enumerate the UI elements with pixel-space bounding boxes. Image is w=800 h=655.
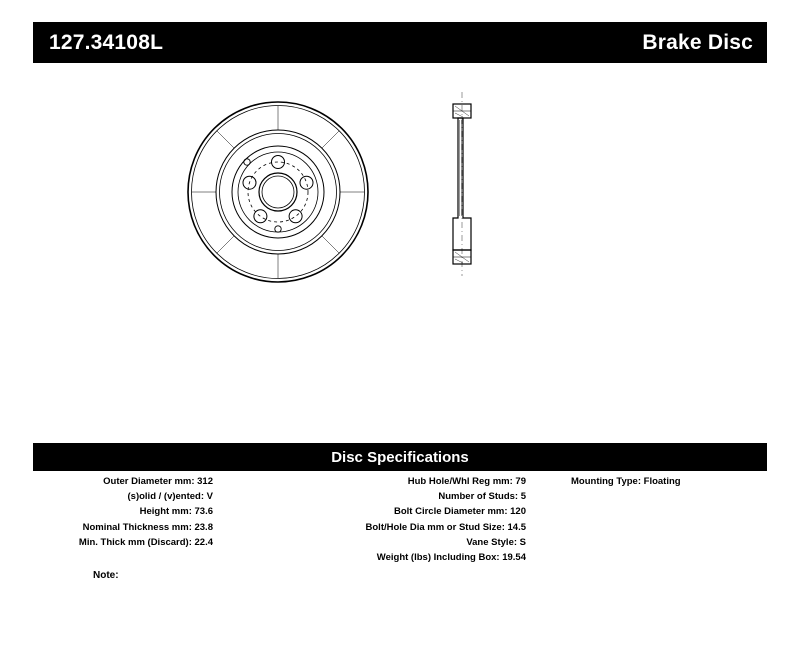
specs-title-bar	[33, 443, 767, 471]
product-type-label: Brake Disc	[642, 30, 753, 54]
part-number: 127.34108L	[49, 30, 164, 54]
specs-column-right	[529, 474, 767, 489]
spec-item: Mounting Type: Floating	[571, 476, 681, 487]
specs-title: Disc Specifications	[331, 448, 469, 466]
spec-item: Number of Studs: 5	[438, 491, 526, 503]
spec-item: (s)olid / (v)ented: V	[127, 491, 213, 503]
spec-item: Weight (lbs) Including Box: 19.54	[376, 552, 526, 564]
spec-item: Bolt Circle Diameter mm: 120	[394, 506, 526, 518]
spec-item: Hub Hole/Whl Reg mm: 79	[407, 476, 526, 487]
specs-column-left	[33, 474, 216, 550]
specs-column-middle	[216, 474, 529, 565]
spec-item: Min. Thick mm (Discard): 22.4	[78, 536, 213, 548]
header-bar	[33, 22, 767, 63]
spec-item: Bolt/Hole Dia mm or Stud Size: 14.5	[365, 521, 526, 533]
spec-item: Outer Diameter mm: 312	[103, 476, 213, 487]
specs-table	[33, 474, 767, 565]
spec-item: Height mm: 73.6	[139, 506, 213, 518]
brake-disc-face-view	[188, 102, 368, 282]
spec-item: Nominal Thickness mm: 23.8	[82, 521, 213, 533]
spec-item: Vane Style: S	[466, 536, 526, 548]
technical-drawing	[33, 70, 767, 430]
brake-disc-side-view	[453, 92, 471, 276]
note-row	[33, 570, 767, 581]
note-label: Note:	[93, 570, 119, 581]
